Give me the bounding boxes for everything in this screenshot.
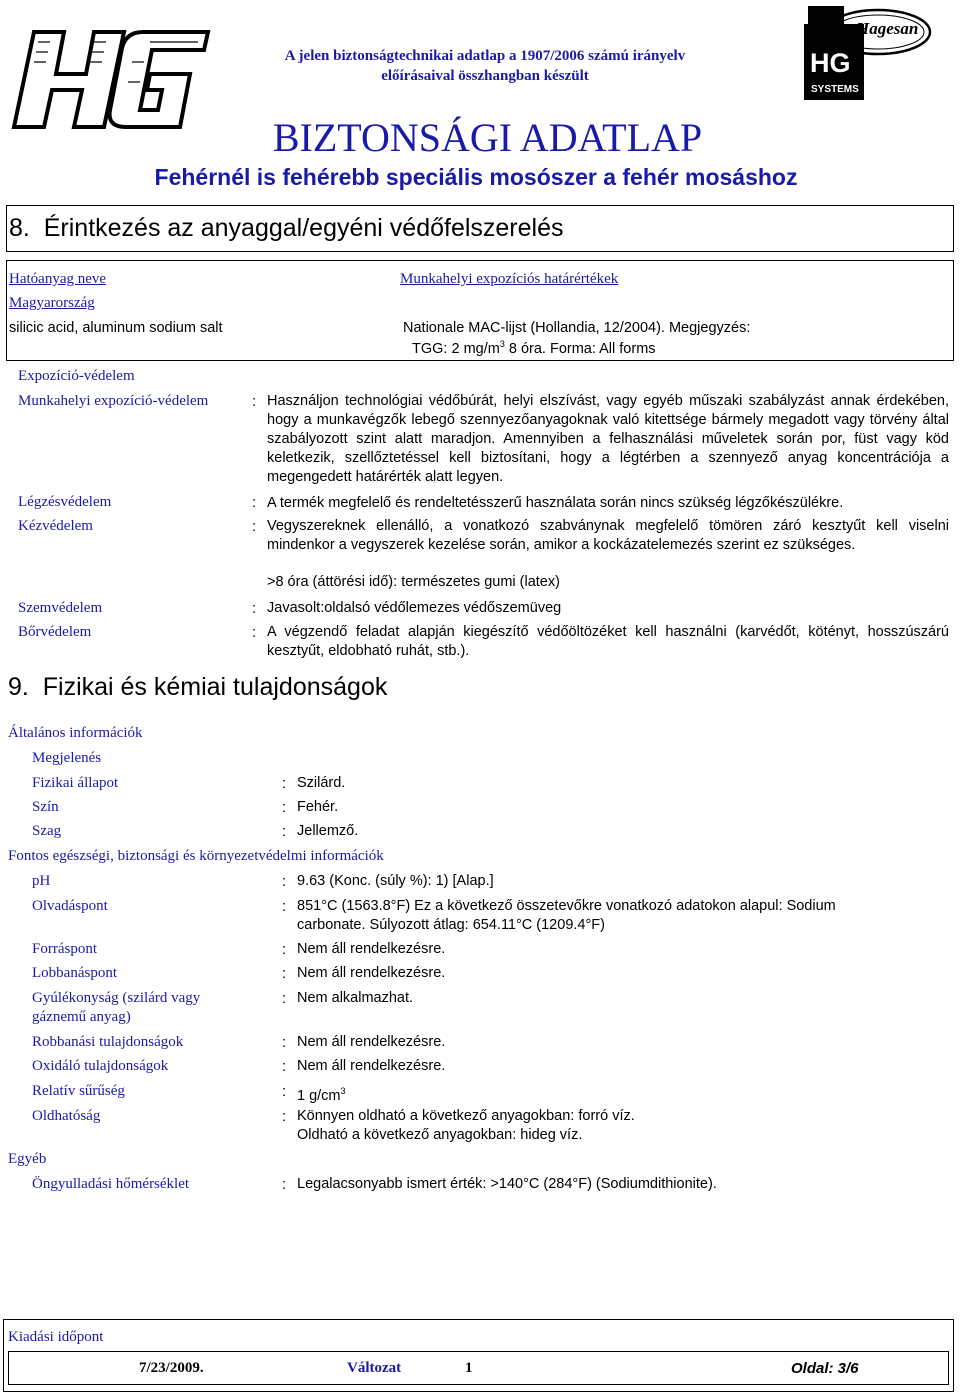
value-workplace-exposure: Használjon technológiai védőbúrát, helyi elszívást, vagy egyéb műszaki szabályzást annak érdekében, hogy a munkavégzők lebegő szennyezőanyagoknak való kitettsége bármely megadott vagy törvény által szabályozott szint alatt maradjon. Amennyiben a felhasználási műveletek során por, füst vagy köd keletkezik, szellőztetéssel kell biztosítani, hogy a légtérben a szennyező anyag koncentrációja a megengedett határérték alatt legyen.	[267, 393, 949, 485]
value-physical-state: Szilárd.	[297, 775, 346, 791]
value-flash-point: Nem áll rendelkezésre.	[297, 965, 446, 981]
value-solubility-1: Könnyen oldható a következő anyagokban: forró víz.	[297, 1108, 635, 1124]
brand-hagesan: Hagesan	[856, 19, 919, 38]
section-8-header	[6, 205, 954, 252]
density-value-prefix: 1 g/cm	[297, 1087, 341, 1104]
value-respiratory: A termék megfelelő és rendeltetésszerű használata során nincs szükség légzőkészülékre.	[267, 495, 844, 511]
label-oxidizing: Oxidáló tulajdonságok	[32, 1058, 169, 1074]
important-info-heading: Fontos egészségi, biztonsági és környezetvédelmi információk	[8, 848, 384, 864]
colon: :	[282, 1058, 287, 1075]
colon: :	[282, 1108, 287, 1125]
value-solubility-2: Oldható a következő anyagokban: hideg víz.	[297, 1127, 583, 1143]
brand-systems: SYSTEMS	[811, 84, 859, 95]
issue-date-label: Kiadási időpont	[8, 1329, 104, 1345]
value-autoignition: Legalacsonyabb ismert érték: >140°C (284°F) (Sodiumdithionite).	[297, 1176, 717, 1192]
limit-twa-prefix: TGG: 2 mg/m	[412, 340, 500, 357]
label-workplace-exposure: Munkahelyi expozíció-védelem	[18, 393, 209, 409]
colon: :	[282, 1034, 287, 1051]
value-skin: A végzendő feladat alapján kiegészítő védőöltözéket kell használni (karvédőt, kötényt, hosszúszárú kesztyűt, eldobható ruhát, stb.).	[267, 624, 949, 659]
exposure-heading: Expozíció-védelem	[18, 368, 135, 384]
colon: :	[282, 1176, 287, 1193]
col-limits-header: Munkahelyi expozíciós határértékek	[400, 271, 619, 287]
label-melting-point: Olvadáspont	[32, 898, 108, 914]
value-oxidizing: Nem áll rendelkezésre.	[297, 1058, 446, 1074]
label-respiratory: Légzésvédelem	[18, 494, 112, 510]
value-density	[297, 1082, 346, 1106]
label-flash-point: Lobbanáspont	[32, 965, 117, 981]
label-autoignition: Öngyulladási hőmérséklet	[32, 1176, 190, 1192]
label-hand: Kézvédelem	[18, 518, 93, 534]
label-odor: Szag	[32, 823, 62, 839]
colon: :	[252, 518, 257, 535]
label-flammability-1: Gyúlékonyság (szilárd vagy	[32, 990, 201, 1006]
colon: :	[252, 600, 257, 617]
substance-name: silicic acid, aluminum sodium salt	[9, 320, 223, 336]
directive-line-1: A jelen biztonságtechnikai adatlap a 1907/2006 számú irányelv	[284, 48, 686, 64]
value-melting-point-1: 851°C (1563.8°F) Ez a következő összetevőkre vonatkozó adatokon alapul: Sodium	[297, 898, 836, 914]
product-name: Fehérnél is fehérebb speciális mosószer a fehér mosáshoz	[154, 164, 798, 190]
col-substance-header: Hatóanyag neve	[9, 271, 107, 287]
label-density: Relatív sűrűség	[32, 1083, 125, 1099]
limit-twa	[412, 339, 656, 357]
colon: :	[252, 494, 257, 511]
label-flammability-2: gáznemű anyag)	[32, 1009, 131, 1025]
section-9-title: 9. Fizikai és kémiai tulajdonságok	[8, 673, 388, 701]
label-explosive: Robbanási tulajdonságok	[32, 1034, 184, 1050]
label-color: Szín	[32, 799, 59, 815]
value-color: Fehér.	[297, 799, 339, 815]
label-skin: Bőrvédelem	[18, 624, 92, 640]
value-eye: Javasolt:oldalsó védőlemezes védőszemüveg	[267, 600, 562, 616]
general-info-heading: Általános információk	[8, 725, 143, 741]
label-solubility: Oldhatóság	[32, 1108, 101, 1124]
density-sup: 3	[340, 1086, 346, 1096]
section-8-title: 8. Érintkezés az anyaggal/egyéni védőfelszerelés	[9, 214, 564, 242]
limit-twa-suffix: 8 óra. Forma: All forms	[504, 340, 656, 357]
version-number: 1	[465, 1360, 473, 1376]
label-physical-state: Fizikai állapot	[32, 775, 119, 791]
value-odor: Jellemző.	[297, 823, 359, 839]
colon: :	[252, 624, 257, 641]
directive-line-2: előírásaival összhangban készült	[381, 68, 589, 84]
value-flammability: Nem alkalmazhat.	[297, 990, 414, 1006]
label-boiling-point: Forráspont	[32, 941, 97, 957]
value-boiling-point: Nem áll rendelkezésre.	[297, 941, 446, 957]
country-label: Magyarország	[9, 295, 95, 311]
colon: :	[282, 965, 287, 982]
value-hand: Vegyszereknek ellenálló, a vonatkozó szabványnak megfelelő tömören záró kesztyűt kell viselni mindenkor a vegyszerek kezelése során, amikor a kockázatelemezés szerint ez szükséges.	[267, 518, 949, 553]
label-eye: Szemvédelem	[18, 600, 103, 616]
limit-source: Nationale MAC-lijst (Hollandia, 12/2004). Megjegyzés:	[403, 320, 751, 336]
colon: :	[282, 873, 287, 890]
colon: :	[282, 990, 287, 1007]
logo-hg-systems	[800, 4, 940, 104]
brand-hg: HG	[810, 48, 851, 78]
colon: :	[282, 823, 287, 840]
colon: :	[282, 775, 287, 792]
colon: :	[282, 941, 287, 958]
value-ph: 9.63 (Konc. (súly %): 1) [Alap.]	[297, 873, 494, 889]
value-explosive: Nem áll rendelkezésre.	[297, 1034, 446, 1050]
other-heading: Egyéb	[8, 1151, 47, 1167]
label-ph: pH	[32, 873, 51, 889]
colon: :	[282, 799, 287, 816]
value-melting-point-2: carbonate. Súlyozott átlag: 654.11°C (1209.4°F)	[297, 917, 605, 933]
footer-box	[3, 1319, 954, 1392]
colon: :	[252, 393, 257, 410]
colon: :	[282, 898, 287, 915]
page-number: Oldal: 3/6	[791, 1360, 859, 1377]
colon: :	[282, 1083, 287, 1100]
exposure-limits-table	[6, 260, 954, 361]
directive-text	[210, 46, 760, 86]
appearance-heading: Megjelenés	[32, 750, 102, 766]
document-title: BIZTONSÁGI ADATLAP	[272, 115, 703, 160]
version-label: Változat	[347, 1360, 402, 1376]
issue-date: 7/23/2009.	[139, 1360, 204, 1376]
value-hand-breakthrough: >8 óra (áttörési idő): természetes gumi (latex)	[267, 574, 560, 590]
limit-twa-sup: 3	[499, 339, 505, 349]
footer-inner-box	[8, 1351, 949, 1385]
